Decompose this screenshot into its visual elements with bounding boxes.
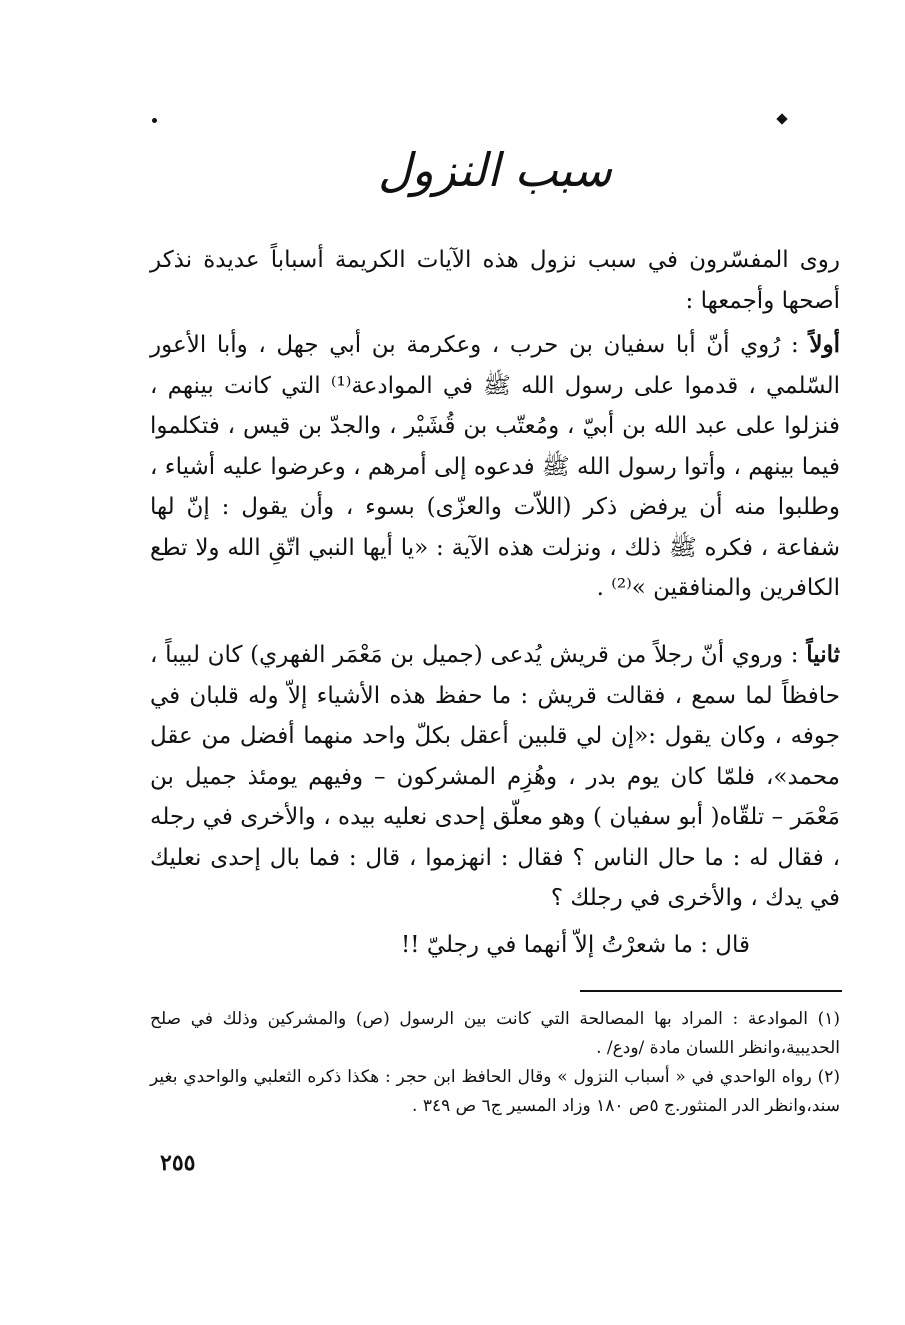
first-reason-label: أولاً bbox=[809, 331, 841, 358]
second-reason-label: ثانياً bbox=[806, 641, 841, 668]
second-reason-paragraph bbox=[150, 635, 840, 919]
closing-quote: قال : ما شعرْتُ إلاّ أنهما في رجليّ !! bbox=[401, 932, 750, 958]
first-reason-text: : رُوي أنّ أبا سفيان بن حرب ، وعكرمة بن أبي جهل ، وأبا الأعور السّلمي ، قدموا على رسول الله ﷺ في الموادعة⁽¹⁾ التي كانت بينهم ، فنزلوا على عبد الله بن أبيّ ، ومُعتّب بن قُشَيْر ، والجدّ بن قيس ، فتكلموا فيما بينهم ، وأتوا رسول الله ﷺ فدعوه إلى أمرهم ، وعرضوا عليه أشياء ، وطلبوا منه أن يرفض ذكر (اللاّت والعزّى) بسوء ، وأن يقول : إنّ لها شفاعة ، فكره ﷺ ذلك ، ونزلت هذه الآية : «يا أيها النبي اتّقِ الله ولا تطع الكافرين والمنافقين »⁽²⁾ . bbox=[150, 332, 840, 601]
footnote-divider bbox=[580, 990, 842, 992]
footnote-2: (٢) رواه الواحدي في « أسباب النزول » وقال الحافظ ابن حجر : هكذا ذكره الثعلبي والواحدي بغير سند،وانظر الدر المنثور.ج ٥ص ١٨٠ وزاد المسير ج٦ ص ٣٤٩ . bbox=[150, 1067, 840, 1116]
page-body bbox=[150, 0, 840, 1325]
page-number: ٢٥٥ bbox=[160, 1150, 196, 1176]
footnotes bbox=[150, 1005, 840, 1121]
page-title: سبب النزول bbox=[378, 143, 612, 197]
intro-paragraph: روى المفسّرون في سبب نزول هذه الآيات الكريمة أسباباً عديدة نذكر أصحها وأجمعها : bbox=[150, 247, 840, 314]
footnote-1: (١) الموادعة : المراد بها المصالحة التي كانت بين الرسول (ص) والمشركين وذلك في صلح الحديبية،وانظر اللسان مادة /ودع/ . bbox=[150, 1009, 840, 1058]
second-reason-text: : وروي أنّ رجلاً من قريش يُدعى (جميل بن مَعْمَر الفهري) كان لبيباً ، حافظاً لما سمع ، فقالت قريش : ما حفظ هذه الأشياء إلاّ وله قلبان في جوفه ، وكان يقول :«إن لي قلبين أعقل بكلّ واحد منهما أفضل من عقل محمد»، فلمّا كان يوم بدر ، وهُزِم المشركون – وفيهم يومئذ جميل بن مَعْمَر – تلقّاه( أبو سفيان ) وهو معلّق إحدى نعليه بيده ، والأخرى في رجله ، فقال له : ما حال الناس ؟ فقال : انهزموا ، قال : فما بال إحدى نعليك في يدك ، والأخرى في رجلك ؟ bbox=[150, 642, 840, 911]
first-reason-paragraph bbox=[150, 325, 840, 609]
